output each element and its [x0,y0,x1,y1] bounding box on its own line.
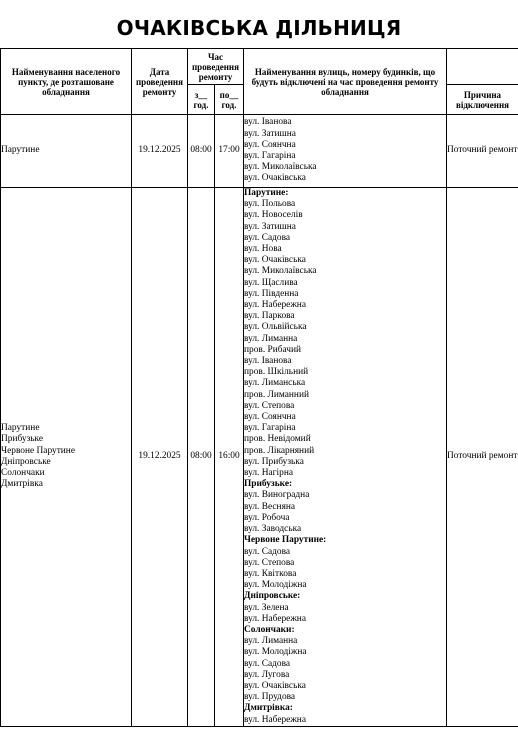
street: вул. Нагірна [244,468,293,479]
street: вул. Лиманна [244,636,298,647]
header-time: Час проведення ремонту [188,49,244,85]
outage-schedule-table [0,48,518,727]
settlement-cell [1,188,132,727]
street: вул. Садова [244,546,291,557]
date-cell: 19.12.2025 [132,188,188,727]
street: вул. Лиманська [244,378,306,389]
time-to-cell: 17:00 [215,115,244,188]
street: вул. Ольвійська [244,322,307,333]
settlement-group-heading: Солончаки: [244,624,295,635]
street: вул. Садова [244,232,291,243]
table-row [1,188,518,727]
time-from-cell: 08:00 [188,188,215,727]
street: пров. Невідомий [244,434,311,445]
street: вул. Затишна [244,221,296,232]
settlement-cell [1,115,132,188]
page-title: ОЧАКІВСЬКА ДІЛЬНИЦЯ [116,16,402,40]
street: вул. Гагаріна [244,423,296,434]
settlement-name: Прибузьке [1,434,44,445]
header-reason: Причина відключення [447,85,518,115]
street: вул. Миколаївська [244,266,317,277]
street: вул. Набережна [244,714,306,725]
table-row [1,115,518,188]
settlement-group-heading: Червоне Парутине: [244,535,327,546]
street: вул. Паркова [244,311,295,322]
street: вул. Набережна [244,613,306,624]
reason-cell: Поточний ремонт [447,115,518,188]
street: вул. Миколаївська [244,162,317,173]
street: вул. Весняна [244,501,296,512]
street: вул. Робоча [244,512,290,523]
header-reason-spacer [447,49,518,85]
street: вул. Очаківська [244,173,306,184]
settlement-name: Солончаки [1,468,45,479]
street: вул. Прудова [244,692,296,703]
settlement-group-heading: Дмитрівка: [244,703,293,714]
street: пров. Шкільний [244,367,309,378]
settlement-name: Парутине [1,423,40,434]
reason-cell: Поточний ремонт [447,188,518,727]
street: вул. Соянчна [244,139,296,150]
street: вул. Садова [244,658,291,669]
settlement-name: Дмитрівка [1,479,43,490]
settlement-name: Дніпровське [1,456,51,467]
street: вул. Очаківська [244,255,306,266]
street: пров. Рибачий [244,344,302,355]
street: вул. Щаслива [244,277,298,288]
street: вул. Південна [244,288,299,299]
date-cell: 19.12.2025 [132,115,188,188]
settlement-name: Червоне Парутине [1,445,75,456]
streets-cell [244,115,447,188]
settlement-name: Парутине [1,145,40,156]
street: вул. Польова [244,199,296,210]
street: вул. Очаківська [244,680,306,691]
time-to-cell: 16:00 [215,188,244,727]
street: вул. Лиманна [244,333,298,344]
settlement-group-heading: Парутине: [244,188,289,198]
street: вул. Затишна [244,128,296,139]
street: пров. Лиманний [244,389,309,400]
street: вул. Квіткова [244,568,297,579]
street: вул. Молодіжна [244,580,307,591]
street: вул. Набережна [244,300,306,311]
time-from-cell: 08:00 [188,115,215,188]
street: вул. Прибузька [244,456,304,467]
street: вул. Іванова [244,356,292,367]
street: вул. Гагаріна [244,151,296,161]
street: вул. Лугова [244,669,290,680]
street: вул. Степова [244,557,295,568]
settlement-group-heading: Прибузьке: [244,479,293,490]
street: вул. Виноградна [244,490,310,501]
header-streets: Найменування вулиць, номеру будинків, що будуть відключені на час проведення ремонту обладнання [244,49,447,115]
street: вул. Нова [244,244,282,255]
street: вул. Зелена [244,602,289,613]
header-to: по__ год. [215,85,244,115]
header-from: з__ год. [188,85,215,115]
street: вул. Іванова [244,117,292,128]
street: вул. Соянчна [244,412,296,423]
streets-cell [244,188,447,727]
street: пров. Лікарняний [244,445,315,456]
street: вул. Степова [244,400,295,411]
street: вул. Новоселів [244,210,303,221]
settlement-group-heading: Дніпровське: [244,591,301,602]
street: вул. Молодіжна [244,647,307,658]
street: вул. Заводська [244,524,302,535]
header-date: Дата проведення ремонту [132,49,188,115]
header-settlement: Найменування населеного пункту, де розташоване обладнання [1,49,132,115]
